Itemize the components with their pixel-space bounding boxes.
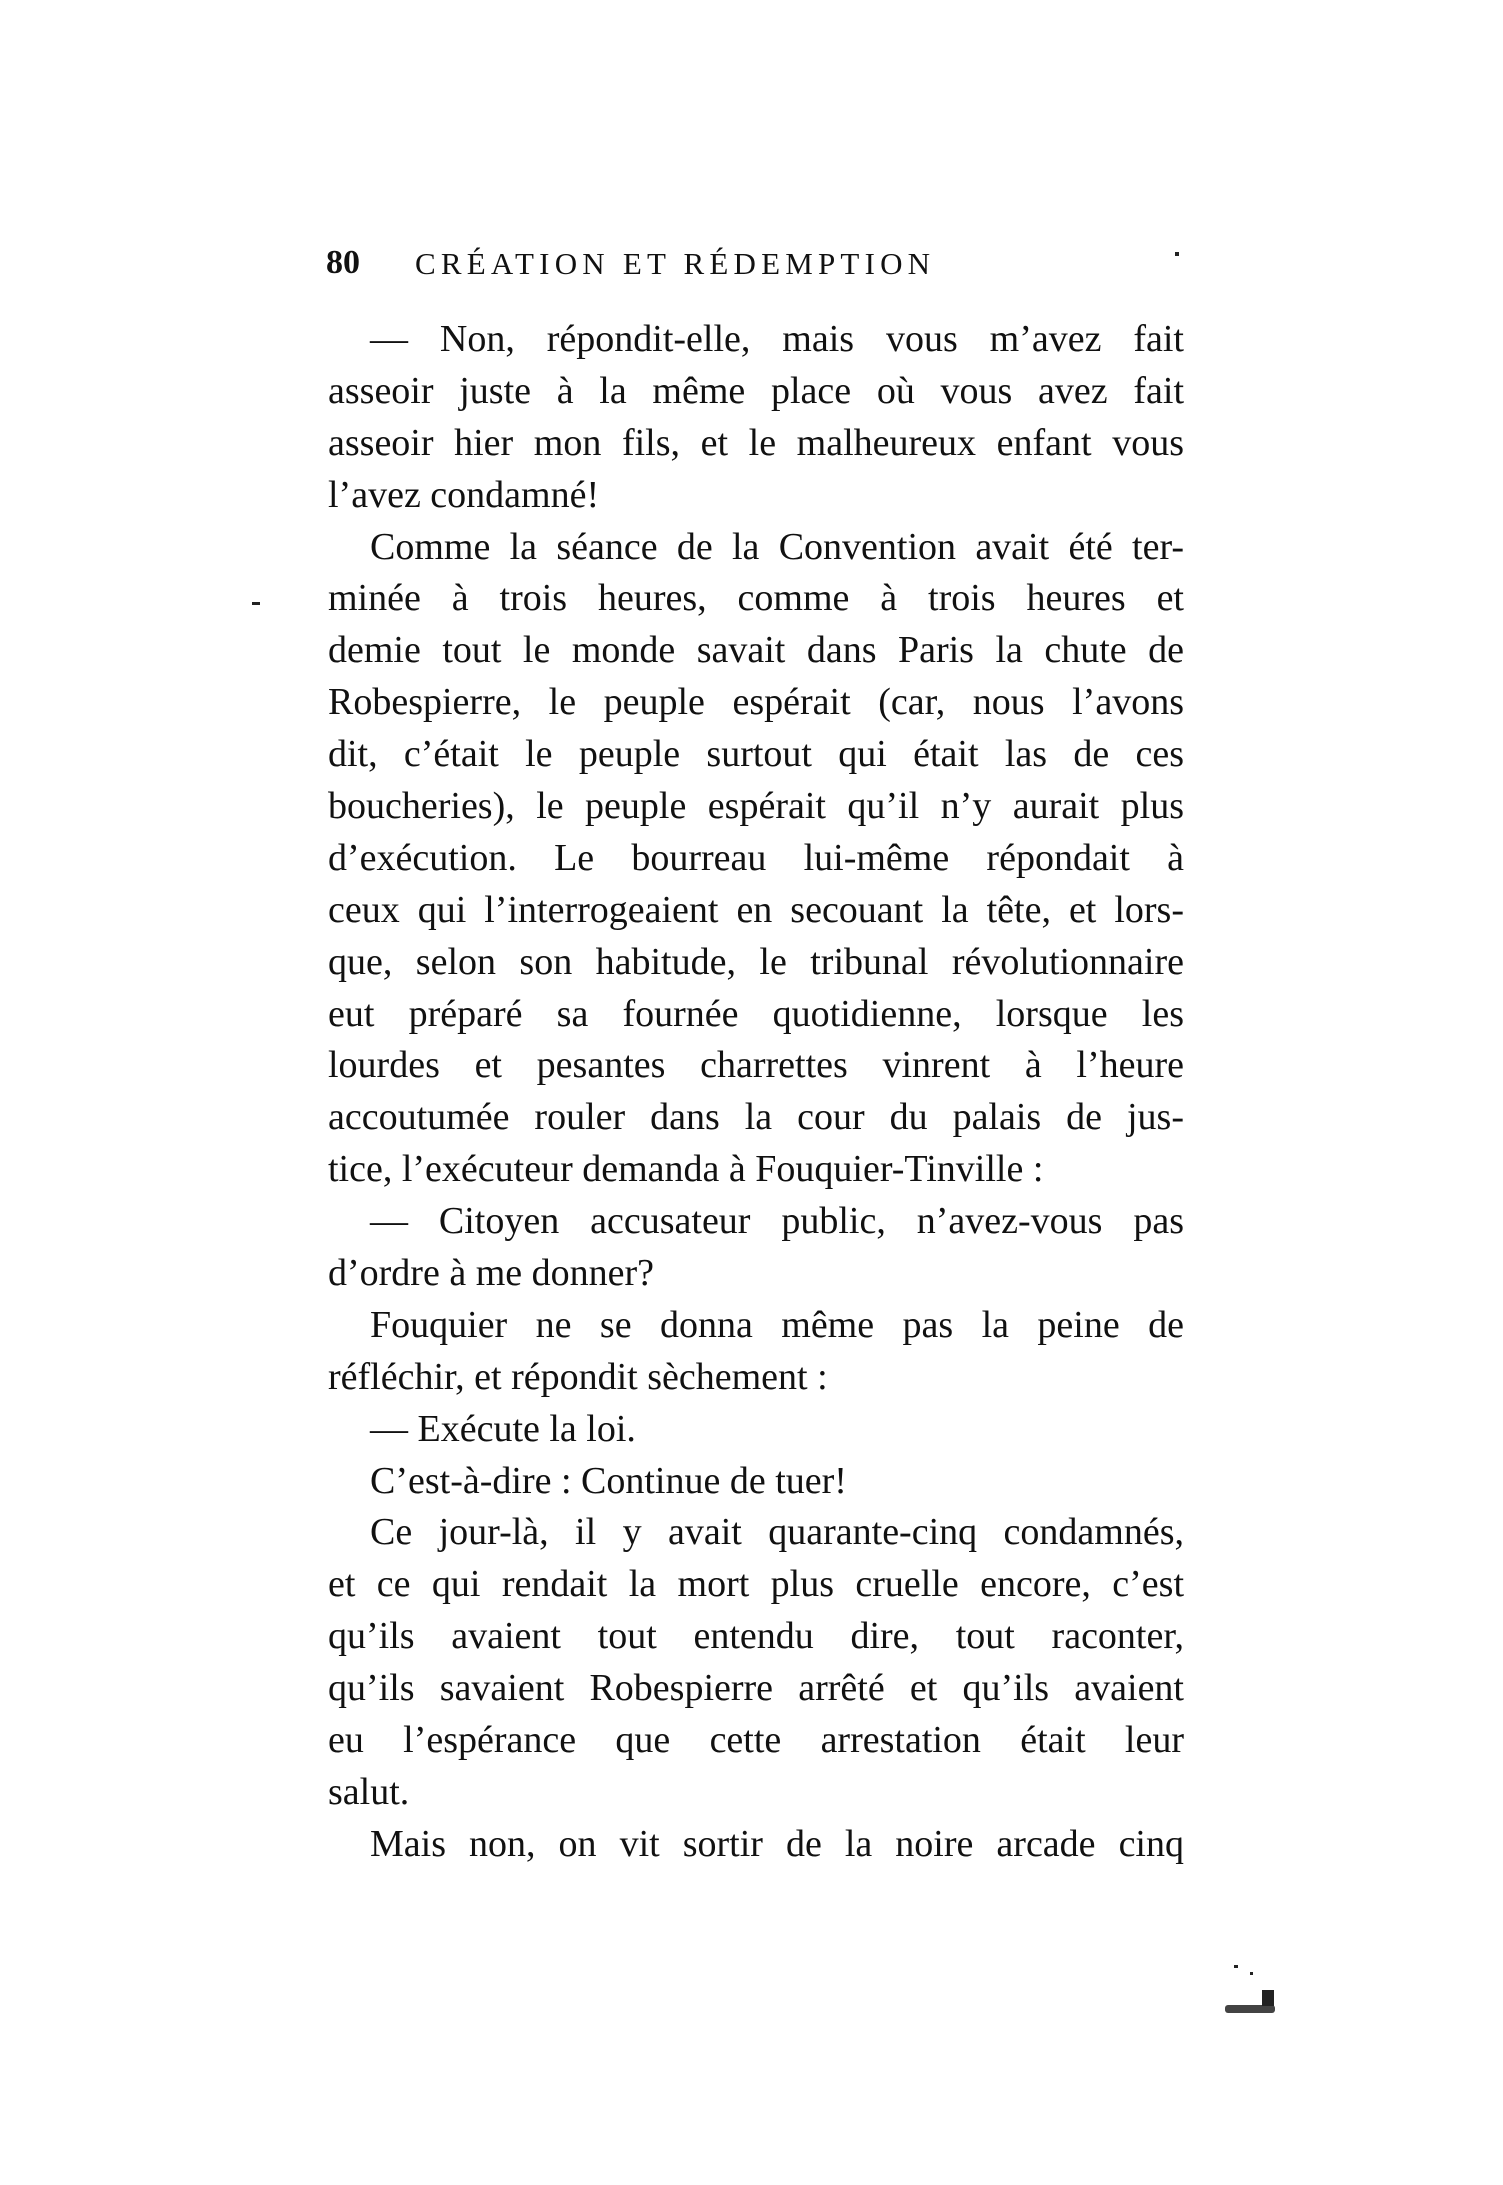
text-line: qu’ils savaient Robespierre arrêté et qu’ils avaient [328,1667,1184,1710]
scan-speck [1262,1990,1274,2006]
text-line: accoutumée rouler dans la cour du palais de jus- [328,1096,1184,1139]
text-line: ceux qui l’interrogeaient en secouant la tête, et lors- [328,888,1184,931]
text-line: Fouquier ne se donna même pas la peine de [370,1303,1184,1346]
text-line: réfléchir, et répondit sèchement : [328,1355,828,1398]
text-line: d’ordre à me donner? [328,1252,655,1295]
page-body-text [328,314,1184,1871]
text-line: dit, c’était le peuple surtout qui était las de ces [328,733,1184,776]
text-line: eut préparé sa fournée quotidienne, lorsque les [328,992,1184,1035]
text-line: et ce qui rendait la mort plus cruelle encore, c’est [328,1563,1184,1606]
text-line: eu l’espérance que cette arrestation était leur [328,1719,1184,1762]
text-line: Robespierre, le peuple espérait (car, nous l’avons [328,681,1184,724]
text-line: qu’ils avaient tout entendu dire, tout raconter, [328,1615,1184,1658]
text-line: asseoir hier mon fils, et le malheureux enfant vous [328,421,1184,464]
text-line: asseoir juste à la même place où vous avez fait [328,369,1184,412]
text-line: boucheries), le peuple espérait qu’il n’y aurait plus [328,785,1184,828]
running-title: CRÉATION ET RÉDEMPTION [415,246,936,281]
text-line: C’est-à-dire : Continue de tuer! [370,1459,847,1502]
text-line: Ce jour-là, il y avait quarante-cinq condamnés, [370,1511,1184,1554]
text-line: — Citoyen accusateur public, n’avez-vous pas [370,1200,1184,1243]
text-line: tice, l’exécuteur demanda à Fouquier-Tinville : [328,1148,1044,1191]
text-line: salut. [328,1770,410,1813]
text-line: Mais non, on vit sortir de la noire arcade cinq [370,1822,1184,1865]
text-line: demie tout le monde savait dans Paris la chute de [328,629,1184,672]
scan-speck [1225,2005,1275,2013]
scan-speck [1234,1965,1238,1968]
text-line: minée à trois heures, comme à trois heures et [328,577,1184,620]
text-line: que, selon son habitude, le tribunal révolutionnaire [328,940,1184,983]
scan-speck [1175,252,1179,256]
text-line: Comme la séance de la Convention avait été ter- [370,525,1184,568]
text-line: lourdes et pesantes charrettes vinrent à l’heure [328,1044,1184,1087]
scan-speck [1250,1972,1253,1975]
scan-speck [252,602,260,605]
page-number: 80 [326,244,360,281]
text-line: d’exécution. Le bourreau lui-même répondait à [328,836,1184,879]
text-line: — Exécute la loi. [370,1407,636,1450]
text-line: — Non, répondit-elle, mais vous m’avez fait [370,318,1184,360]
text-line: l’avez condamné! [328,473,600,516]
